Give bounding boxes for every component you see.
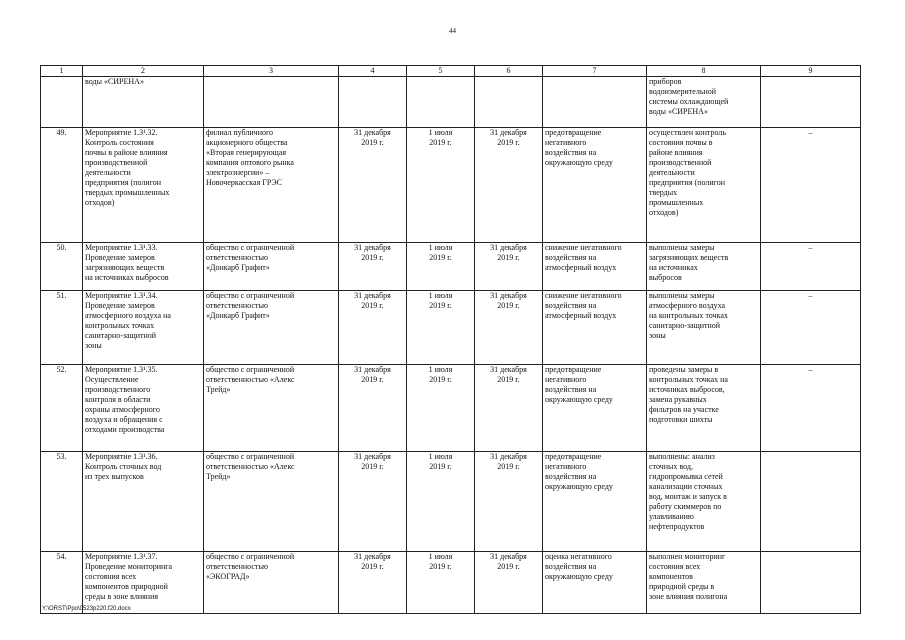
column-number: 6 (475, 66, 543, 77)
column-number: 8 (647, 66, 761, 77)
goal-cell: снижение негативного воздействия на атмосферный воздух (543, 243, 647, 291)
executor-cell: филиал публичного акционерного общества «Вторая генерирующая компания оптового рынка электроэнергии» – Новочеркасская ГРЭС (204, 128, 339, 243)
measure-name-cell: Мероприятие 1.3¹.32. Контроль состояния почвы в районе влияния производственной деятельности предприятия (полигон твердых промышленных отходов) (83, 128, 204, 243)
end-date-cell: 31 декабря 2019 г. (475, 291, 543, 365)
table-row (41, 77, 861, 128)
measure-name-cell: Мероприятие 1.3¹.33. Проведение замеров загрязняющих веществ на источниках выбросов (83, 243, 204, 291)
end-date-cell: 31 декабря 2019 г. (475, 452, 543, 552)
table-row (41, 452, 861, 552)
end-date-cell: 31 декабря 2019 г. (475, 365, 543, 452)
measure-name-cell: Мероприятие 1.3¹.35. Осуществление производственного контроля в области охраны атмосферного воздуха и обращения с отходами производства (83, 365, 204, 452)
deadline-cell: 31 декабря 2019 г. (339, 243, 407, 291)
column-number: 2 (83, 66, 204, 77)
result-cell: выполнены: анализ сточных вод, гидропромывка сетей канализации сточных вод, монтаж и запуск в работу скиммеров по улавливанию нефтепродуктов (647, 452, 761, 552)
row-number-cell: 54. (41, 552, 83, 614)
deadline-cell: 31 декабря 2019 г. (339, 452, 407, 552)
row-number-cell: 51. (41, 291, 83, 365)
note-cell: – (761, 128, 861, 243)
executor-cell: общество с ограниченной ответственностью «Донкарб Графит» (204, 291, 339, 365)
result-cell: выполнен мониторинг состояния всех компонентов природной среды в зоне влияния полигона (647, 552, 761, 614)
table-row (41, 243, 861, 291)
goal-cell (543, 77, 647, 128)
column-number: 7 (543, 66, 647, 77)
column-number: 1 (41, 66, 83, 77)
end-date-cell: 31 декабря 2019 г. (475, 128, 543, 243)
goal-cell: предотвращение негативного воздействия на окружающую среду (543, 365, 647, 452)
start-date-cell: 1 июля 2019 г. (407, 128, 475, 243)
deadline-cell: 31 декабря 2019 г. (339, 552, 407, 614)
table-row (41, 365, 861, 452)
executor-cell: общество с ограниченной ответственностью «Алекс Трейд» (204, 452, 339, 552)
start-date-cell (407, 77, 475, 128)
executor-cell: общество с ограниченной ответственностью «Алекс Трейд» (204, 365, 339, 452)
column-number-row (41, 66, 861, 77)
table-row (41, 291, 861, 365)
goal-cell: предотвращение негативного воздействия на окружающую среду (543, 128, 647, 243)
note-cell: – (761, 365, 861, 452)
note-cell: – (761, 291, 861, 365)
goal-cell: предотвращение негативного воздействия на окружающую среду (543, 452, 647, 552)
measure-name-cell: Мероприятие 1.3¹.36. Контроль сточных вод из трех выпусков (83, 452, 204, 552)
note-cell: – (761, 243, 861, 291)
start-date-cell: 1 июля 2019 г. (407, 291, 475, 365)
measure-name-cell: воды «СИРЕНА» (83, 77, 204, 128)
goal-cell: снижение негативного воздействия на атмосферный воздух (543, 291, 647, 365)
deadline-cell: 31 декабря 2019 г. (339, 128, 407, 243)
note-cell (761, 77, 861, 128)
column-number: 5 (407, 66, 475, 77)
end-date-cell: 31 декабря 2019 г. (475, 243, 543, 291)
deadline-cell: 31 декабря 2019 г. (339, 291, 407, 365)
deadline-cell: 31 декабря 2019 г. (339, 365, 407, 452)
executor-cell: общество с ограниченной ответственностью «Донкарб Графит» (204, 243, 339, 291)
start-date-cell: 1 июля 2019 г. (407, 552, 475, 614)
row-number-cell: 49. (41, 128, 83, 243)
row-number-cell (41, 77, 83, 128)
goal-cell: оценка негативного воздействия на окружающую среду (543, 552, 647, 614)
end-date-cell: 31 декабря 2019 г. (475, 552, 543, 614)
measure-name-cell: Мероприятие 1.3¹.37. Проведение мониторинга состояния всех компонентов природной среды в зоне влияния (83, 552, 204, 614)
measures-table (40, 65, 861, 614)
row-number-cell: 52. (41, 365, 83, 452)
note-cell (761, 552, 861, 614)
row-number-cell: 50. (41, 243, 83, 291)
column-number: 4 (339, 66, 407, 77)
result-cell: осуществлен контроль состояния почвы в районе влияния производственной деятельности предприятия (полигон твердых промышленных отходов) (647, 128, 761, 243)
row-number-cell: 53. (41, 452, 83, 552)
result-cell: приборов водоизмерительной системы охлаждающей воды «СИРЕНА» (647, 77, 761, 128)
executor-cell: общество с ограниченной ответственностью «ЭКОГРАД» (204, 552, 339, 614)
start-date-cell: 1 июля 2019 г. (407, 365, 475, 452)
end-date-cell (475, 77, 543, 128)
deadline-cell (339, 77, 407, 128)
table-row (41, 128, 861, 243)
column-number: 9 (761, 66, 861, 77)
note-cell (761, 452, 861, 552)
page-number: 44 (449, 27, 456, 35)
table-row (41, 552, 861, 614)
result-cell: проведены замеры в контрольных точках на источниках выбросов, замена рукавных фильтров на участке подготовки шихты (647, 365, 761, 452)
column-number: 3 (204, 66, 339, 77)
file-path-footer: Y:\ORST\Ppo\0523p220.f20.docx (42, 606, 131, 612)
measure-name-cell: Мероприятие 1.3¹.34. Проведение замеров атмосферного воздуха на контрольных точках санитарно-защитной зоны (83, 291, 204, 365)
start-date-cell: 1 июля 2019 г. (407, 243, 475, 291)
start-date-cell: 1 июля 2019 г. (407, 452, 475, 552)
executor-cell (204, 77, 339, 128)
result-cell: выполнены замеры атмосферного воздуха на контрольных точках санитарно-защитной зоны (647, 291, 761, 365)
result-cell: выполнены замеры загрязняющих веществ на источниках выбросов (647, 243, 761, 291)
